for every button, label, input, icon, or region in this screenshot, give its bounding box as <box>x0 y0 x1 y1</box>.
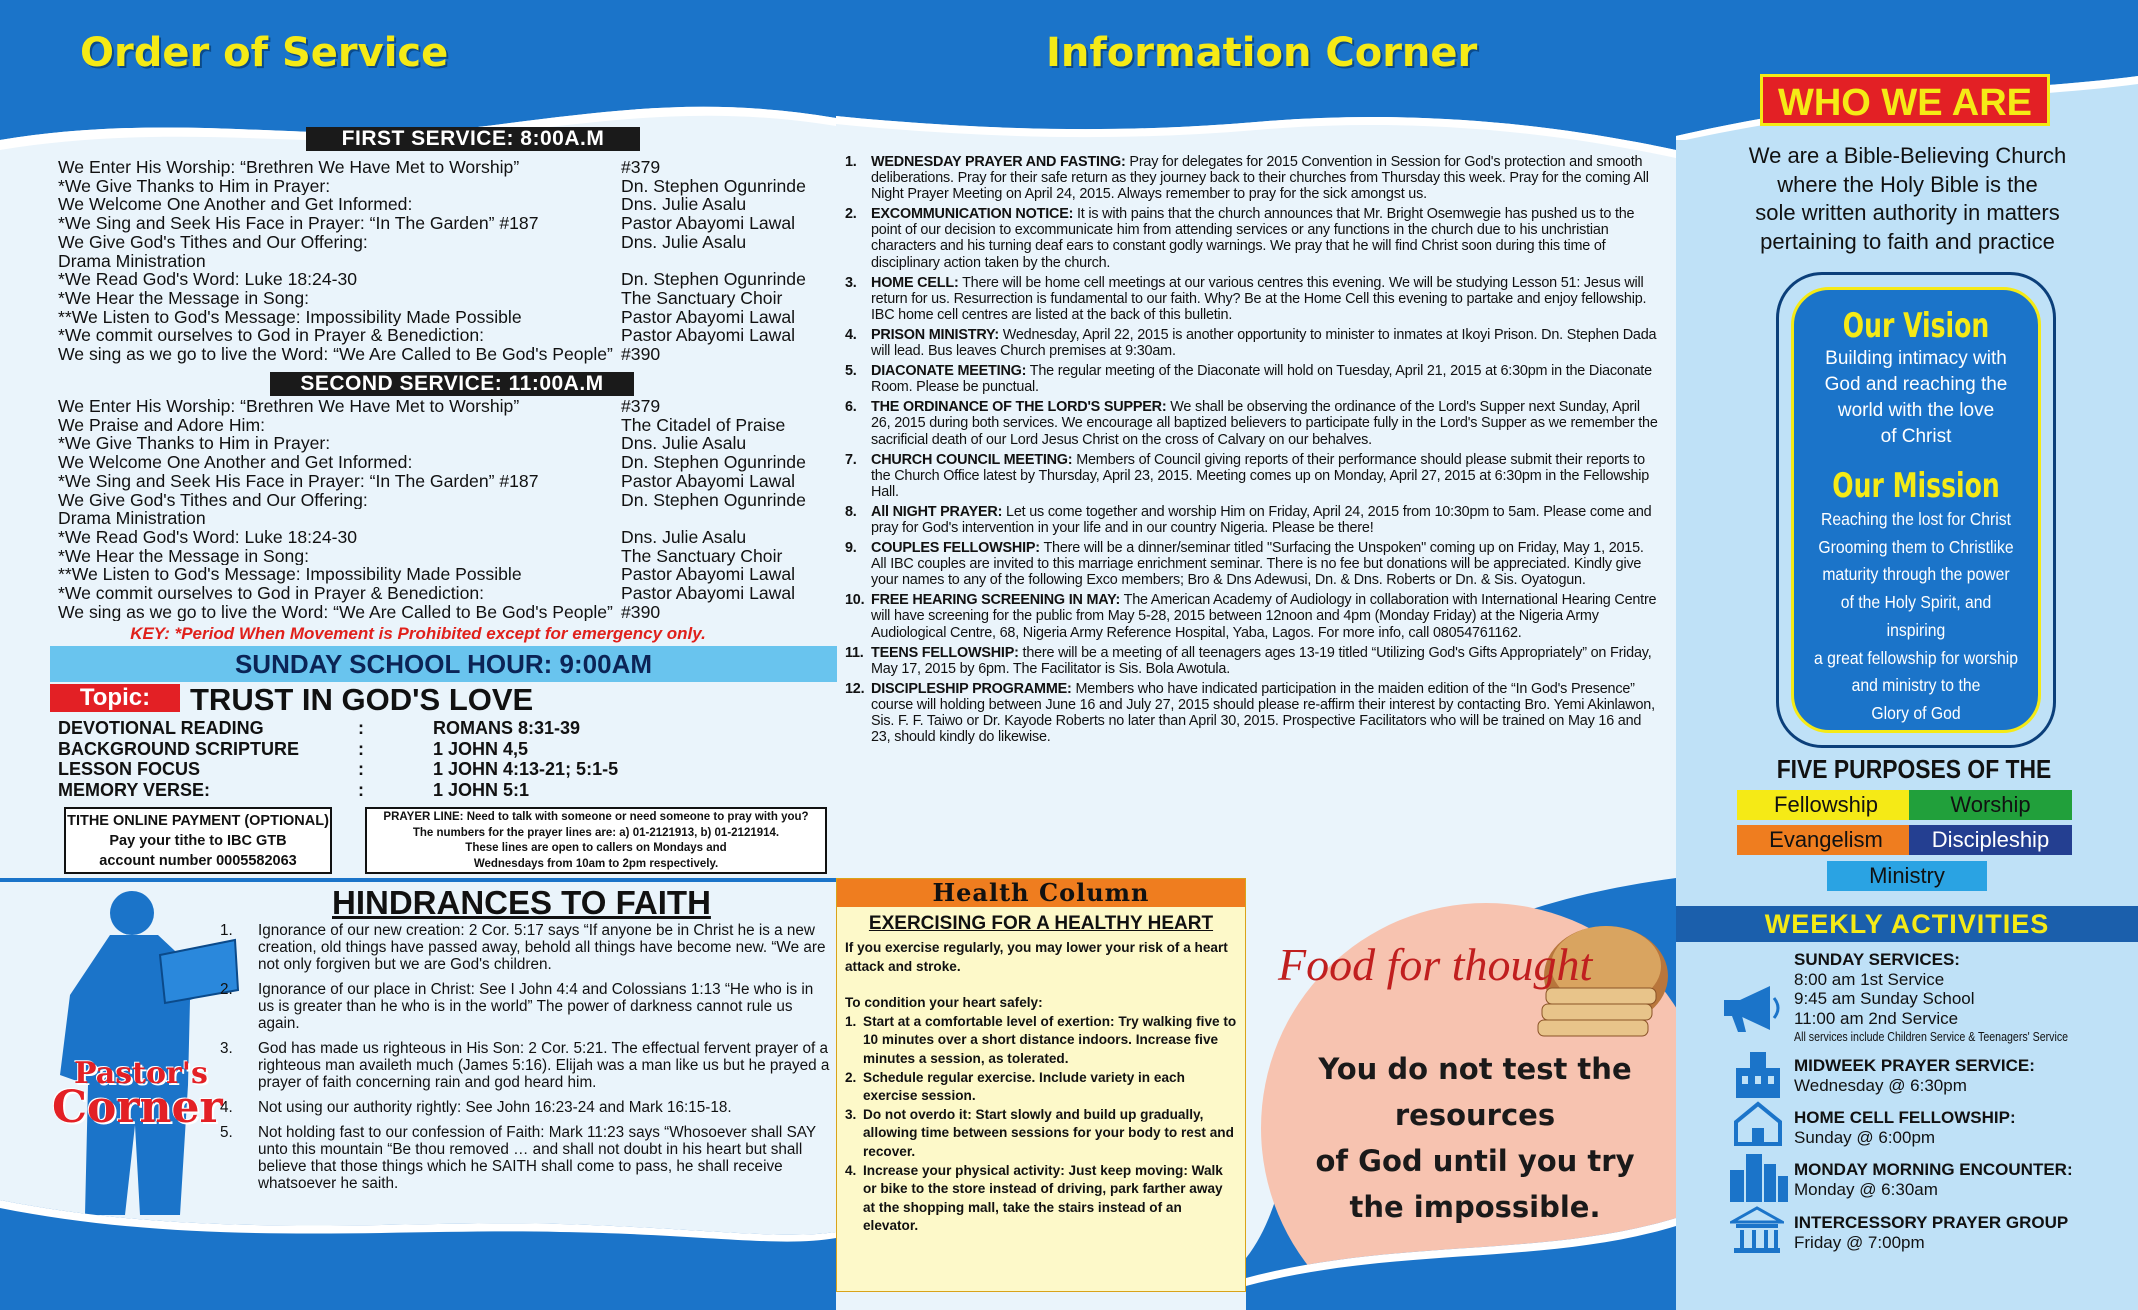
vision-text <box>1794 346 2038 450</box>
tithe-line-2: Pay your tithe to IBC GTB <box>109 833 287 849</box>
info-heading: TEENS FELLOWSHIP: <box>871 644 1019 661</box>
tithe-line-1: TITHE ONLINE PAYMENT (OPTIONAL) <box>67 813 329 829</box>
info-body: there will be a meeting of all teenagers ages 13-19 titled “Utilizing God's Gifts Appropriately” on Friday, May 17, 2015 by 6pm. The Facilitator is Sis. Bola Awotula. <box>871 644 1652 677</box>
five-purposes-title: FIVE PURPOSES OF THE <box>1776 754 2052 784</box>
purpose-discipleship: Discipleship <box>1909 825 2072 855</box>
info-body: It is with pains that the church announces that Mr. Bright Osemwegie has pushed us to the point of our decision to excommunicate him from attending services or any functions in the church due to his unchristian characters and his turning deaf ears to constant godly warnings. We pray that he will find Christ soon during this time of disciplinary action taken by the church. <box>871 206 1635 271</box>
mission-line: of the Holy Spirit, and inspiring <box>1840 592 1992 640</box>
service-row <box>58 453 828 472</box>
hindrance-item <box>210 981 830 1032</box>
info-number: 10. <box>845 592 865 609</box>
info-item <box>845 154 1659 202</box>
service-item: We sing as we go to live the Word: “We Are Called to Be God's People” <box>58 345 613 364</box>
service-leader: Pastor Abayomi Lawal <box>621 213 796 234</box>
service-row <box>58 177 828 196</box>
hindrance-number: 2. <box>220 981 233 998</box>
service-row <box>58 528 828 547</box>
intercessory-prayer-group <box>1794 1213 2134 1252</box>
weekly-activities-title: WEEKLY ACTIVITIES <box>1676 906 2138 942</box>
statement-line-1: We are a Bible-Believing Church <box>1748 143 2067 168</box>
service-item: Drama Ministration <box>58 251 206 271</box>
sunday-services-note: All services include Children Service & Teenagers' Service <box>1794 1030 2069 1044</box>
reading-label: MEMORY VERSE: <box>58 779 211 800</box>
second-service-heading: SECOND SERVICE: 11:00A.M <box>270 372 634 396</box>
service-item: **We Listen to God's Message: Impossibility Made Possible <box>58 565 522 585</box>
service-item: *We Give Thanks to Him in Prayer: <box>58 176 331 196</box>
service-row <box>58 289 828 308</box>
hindrances-title: HINDRANCES TO FAITH <box>332 884 711 921</box>
service-item: We Praise and Adore Him: <box>58 415 265 435</box>
hindrance-item <box>210 1040 830 1091</box>
health-column-heading: Health Column <box>837 879 1245 907</box>
intercessory-time: Friday @ 7:00pm <box>1794 1232 1925 1252</box>
info-text <box>871 504 1659 536</box>
vision-line: world with the love <box>1837 400 1995 421</box>
health-tip-text: Schedule regular exercise. Include variety in each exercise session. <box>863 1069 1185 1104</box>
service-row <box>58 345 828 364</box>
info-text <box>871 275 1659 323</box>
service-row <box>58 584 828 603</box>
order-panel <box>0 0 836 1310</box>
reading-row <box>58 718 758 739</box>
home-cell-time: Sunday @ 6:00pm <box>1794 1127 1936 1147</box>
hindrances-list <box>210 922 830 1200</box>
reading-label: BACKGROUND SCRIPTURE <box>58 738 300 759</box>
info-number: 6. <box>845 399 857 416</box>
purpose-ministry: Ministry <box>1827 861 1987 891</box>
service-leader: Pastor Abayomi Lawal <box>621 470 796 491</box>
info-item <box>845 327 1659 359</box>
info-number: 5. <box>845 363 857 380</box>
mission-line: and ministry to the <box>1851 675 1981 696</box>
vision-line: Building intimacy with <box>1825 348 2007 369</box>
service-item: We Welcome One Another and Get Informed: <box>58 453 413 472</box>
service-leader <box>621 509 828 528</box>
health-column <box>836 878 1246 1292</box>
mission-line: Glory of God <box>1871 702 1961 723</box>
reading-colon: : <box>358 759 364 779</box>
home-icon <box>1732 1100 1784 1146</box>
second-service-list <box>58 397 828 621</box>
service-row <box>58 547 828 566</box>
info-heading: EXCOMMUNICATION NOTICE: <box>871 206 1074 223</box>
home-cell-heading: HOME CELL FELLOWSHIP: <box>1794 1108 2016 1127</box>
info-heading: DISCIPLESHIP PROGRAMME: <box>871 680 1072 697</box>
service-row <box>58 252 828 271</box>
hindrance-item <box>210 922 830 973</box>
info-text <box>871 452 1659 500</box>
reading-value: ROMANS 8:31-39 <box>433 718 581 738</box>
service-leader: Dn. Stephen Ogunrinde <box>621 489 806 510</box>
service-item: Drama Ministration <box>58 509 206 528</box>
divider <box>0 878 836 882</box>
city-buildings-icon <box>1728 1150 1788 1202</box>
sunday-service-2: 9:45 am Sunday School <box>1794 989 1975 1008</box>
info-item <box>845 540 1659 588</box>
reading-row <box>58 780 758 801</box>
info-number: 12. <box>845 680 865 697</box>
info-heading: COUPLES FELLOWSHIP: <box>871 540 1040 557</box>
sunday-service-3: 11:00 am 2nd Service <box>1794 1008 1959 1028</box>
service-key-note: KEY: *Period When Movement is Prohibited except for emergency only. <box>130 624 706 643</box>
health-condition-label: To condition your heart safely: <box>845 995 1043 1011</box>
info-item <box>845 681 1659 745</box>
service-leader: Pastor Abayomi Lawal <box>621 583 796 604</box>
service-item: We Enter His Worship: “Brethren We Have Met to Worship” <box>58 397 520 416</box>
hindrance-number: 5. <box>220 1124 233 1141</box>
service-leader <box>621 252 828 271</box>
info-text <box>871 592 1659 640</box>
service-leader: The Sanctuary Choir <box>621 287 783 308</box>
reading-value: 1 JOHN 5:1 <box>433 779 530 800</box>
service-item: *We commit ourselves to God in Prayer & Benediction: <box>58 326 485 346</box>
service-item: *We Read God's Word: Luke 18:24-30 <box>58 270 358 289</box>
service-item: *We Sing and Seek His Face in Prayer: “In The Garden” #187 <box>58 471 539 491</box>
service-row <box>58 565 828 584</box>
megaphone-icon <box>1718 982 1782 1034</box>
service-leader: Dn. Stephen Ogunrinde <box>621 269 806 290</box>
service-item: We Welcome One Another and Get Informed: <box>58 195 413 215</box>
service-item: *We commit ourselves to God in Prayer & Benediction: <box>58 584 485 603</box>
hindrance-item <box>210 1099 830 1116</box>
info-body: Wednesday, April 22, 2015 is another opportunity to minister to inmates at Ikoyi Prison. Dn. Stephen Dada will lead. Bus leaves Church premises at 9:30am. <box>871 326 1657 360</box>
info-number: 9. <box>845 540 857 557</box>
info-title: Information Corner <box>1046 30 1478 76</box>
info-text <box>871 206 1659 270</box>
service-row <box>58 270 828 289</box>
mission-line: Reaching the lost for Christ <box>1821 509 2011 529</box>
service-item: *We Hear the Message in Song: <box>58 288 310 308</box>
info-number: 4. <box>845 326 857 343</box>
info-text <box>871 154 1659 202</box>
quote-line-3: the impossible. <box>1349 1190 1601 1224</box>
service-leader: Pastor Abayomi Lawal <box>621 564 796 585</box>
info-body: Let us come together and worship Him on Friday, April 24, 2015 from 10:30pm to 5am. Please come and pray for God's intervention in your life and in our country Nigeria. Please be there! <box>871 503 1652 536</box>
statement-line-2: where the Holy Bible is the <box>1777 171 2038 197</box>
health-tip <box>845 1013 1237 1069</box>
service-leader: #390 <box>621 601 661 622</box>
corner-label: Corner <box>52 1082 223 1133</box>
reading-value: 1 JOHN 4,5 <box>433 738 529 759</box>
service-leader: Dn. Stephen Ogunrinde <box>621 452 806 473</box>
order-title: Order of Service <box>80 30 449 76</box>
info-header-wave <box>836 0 1676 160</box>
info-text <box>871 681 1659 745</box>
info-heading: CHURCH COUNCIL MEETING: <box>871 451 1073 468</box>
info-body: We shall be observing the ordinance of the Lord's Supper next Sunday, April 26, 2015 during both services. We encourage all baptized believers to participate fully in the Lord's Supper as we remember the sacrificial death of our Lord Jesus Christ on the cross of Calvary on our behalves. <box>871 399 1658 448</box>
service-leader: #379 <box>621 157 661 177</box>
food-for-thought-quote <box>1280 1046 1670 1230</box>
service-leader: The Sanctuary Choir <box>621 545 783 566</box>
service-row <box>58 233 828 252</box>
info-item <box>845 592 1659 640</box>
prayer-line-3: These lines are open to callers on Mondays and <box>465 842 727 855</box>
service-item: We Give God's Tithes and Our Offering: <box>58 232 368 252</box>
health-tip-text: Start at a comfortable level of exertion: Try walking five to 10 minutes over a short distance indoors. Increase five minutes a session, as tolerated. <box>863 1013 1237 1066</box>
service-row <box>58 509 828 528</box>
service-leader: Pastor Abayomi Lawal <box>621 306 796 327</box>
info-item <box>845 363 1659 395</box>
prayer-line-box <box>365 807 827 874</box>
hindrance-item <box>210 1124 830 1192</box>
sunday-school-readings <box>58 718 758 800</box>
vision-line: of Christ <box>1880 426 1952 447</box>
vision-mission-card <box>1776 272 2056 748</box>
info-heading: FREE HEARING SCREENING IN MAY: <box>871 592 1121 609</box>
info-heading: PRISON MINISTRY: <box>871 326 999 343</box>
info-item <box>845 206 1659 270</box>
service-row <box>58 195 828 214</box>
info-text <box>871 399 1659 447</box>
tithe-line-3: account number 0005582063 <box>99 853 297 869</box>
service-item: *We Sing and Seek His Face in Prayer: “In The Garden” #187 <box>58 214 539 233</box>
service-leader: Dn. Stephen Ogunrinde <box>621 175 806 196</box>
mission-line: a great fellowship for worship <box>1814 647 2018 668</box>
health-tip <box>845 1069 1237 1106</box>
reading-label: DEVOTIONAL READING <box>58 718 264 738</box>
service-leader: Dns. Julie Asalu <box>621 433 747 454</box>
hindrance-text: Ignorance of our new creation: 2 Cor. 5:17 says “If anyone be in Christ he is a new creation, old things have passed away, behold all things have become new. “We are not only forgiven but we are God's children. <box>258 922 826 973</box>
info-body: There will be a dinner/seminar titled "Surfacing the Unspoken" coming up on Friday, May 1, 2015. All IBC couples are invited to this marriage enrichment seminar. There is no fee but donations will be appreciated. Kindly give your names to any of the following Exco members; Bro & Dns Adewusi, Dn. & Dns. Roberts or Dn. & Sis. Oyatogun. <box>871 540 1644 589</box>
info-heading: All NIGHT PRAYER: <box>871 503 1003 520</box>
reading-row <box>58 739 758 760</box>
service-item: *We Hear the Message in Song: <box>58 546 310 566</box>
reading-colon: : <box>358 718 364 738</box>
health-column-body <box>837 935 1245 1236</box>
health-tip-number: 1. <box>845 1013 857 1029</box>
info-item <box>845 645 1659 677</box>
info-heading: DIACONATE MEETING: <box>871 363 1027 380</box>
reading-value: 1 JOHN 4:13-21; 5:1-5 <box>433 759 619 779</box>
intercessory-heading: INTERCESSORY PRAYER GROUP <box>1794 1213 2069 1232</box>
health-tip-text: Do not overdo it: Start slowly and build up gradually, allowing time between sessions for your body to rest and recover. <box>863 1106 1234 1159</box>
monday-time: Monday @ 6:30am <box>1794 1179 1938 1199</box>
service-item: We Give God's Tithes and Our Offering: <box>58 490 368 510</box>
hindrance-text: God has made us righteous in His Son: 2 Cor. 5:21. The effectual fervent prayer of a righteous man availeth much (James 5:16). Elijah was a man like us but he prayed a prayer of faith concerning rain and god heard him. <box>258 1040 830 1091</box>
info-number: 8. <box>845 503 857 520</box>
service-row <box>58 326 828 345</box>
home-cell-fellowship <box>1794 1108 2134 1147</box>
health-tip-number: 4. <box>845 1162 857 1178</box>
info-heading: THE ORDINANCE OF THE LORD'S SUPPER: <box>871 399 1167 416</box>
service-row <box>58 472 828 491</box>
info-body: Pray for delegates for 2015 Convention in Session for God's protection and smooth deliberations. Pray for their safe return as they journey back to their churches from Thursday this week. Pray for the coming All Night Prayer Meeting on April 24, 2015. Always remember to pray for the sick amongst us. <box>871 154 1649 203</box>
info-item <box>845 452 1659 500</box>
service-leader: Pastor Abayomi Lawal <box>621 325 796 346</box>
info-body: There will be home cell meetings at our various centres this evening. We will be studying Lesson 51: Jesus will return for us. Resurrection is fundamental to our faith. Why? Be at the Home Cell this evening to partake and enjoy fellowship. IBC home cell centres are listed at the back of this bulletin. <box>871 274 1647 323</box>
service-row <box>58 158 828 177</box>
church-building-icon <box>1732 1050 1784 1098</box>
service-leader: The Citadel of Praise <box>621 414 786 435</box>
vision-heading: Our Vision <box>1842 306 1990 346</box>
service-leader: Dns. Julie Asalu <box>621 231 747 252</box>
reading-colon: : <box>358 738 364 759</box>
info-number: 7. <box>845 451 857 468</box>
who-we-are-title: WHO WE ARE <box>1760 74 2050 126</box>
mission-line: maturity through the power <box>1822 564 2010 585</box>
service-leader: #379 <box>621 396 661 416</box>
hindrance-text: Not holding fast to our confession of Faith: Mark 11:23 says “Whosoever shall SAY unto this mountain “Be thou removed … and shall not doubt in his heart but shall believe that those things which he SAITH shall come to pass, he shall receive whatsoever he saith. <box>258 1124 816 1192</box>
service-row <box>58 397 828 416</box>
info-item <box>845 399 1659 447</box>
topic-title: TRUST IN GOD'S LOVE <box>190 682 534 717</box>
prayer-line-4: Wednesdays from 10am to 2pm respectively. <box>473 857 719 870</box>
vision-mission-inner <box>1791 287 2041 733</box>
info-body: The American Academy of Audiology in collaboration with International Hearing Centre will have screening for the public from May 5-28, 2015 between 12noon and 4pm (Monday Friday) at the Nigeria Army Audiological Centre, 68, Nigeria Army Reference Hospital, Yaba, Lagos. For more info, call 08054761162. <box>871 592 1657 641</box>
hindrance-text: Not using our authority rightly: See John 16:23-24 and Mark 16:15-18. <box>258 1099 732 1116</box>
prayer-line-1: PRAYER LINE: Need to talk with someone or need someone to pray with you? <box>383 811 809 823</box>
info-text <box>871 540 1659 588</box>
info-body: The regular meeting of the Diaconate will hold on Tuesday, April 21, 2015 at 6:30pm in the Diaconate Room. Please be punctual. <box>871 363 1652 396</box>
service-row <box>58 214 828 233</box>
info-heading: HOME CELL: <box>871 274 959 291</box>
service-item: *We Give Thanks to Him in Prayer: <box>58 434 331 454</box>
service-item: We sing as we go to live the Word: “We Are Called to Be God's People” <box>58 602 613 622</box>
pastors-label: Pastor's <box>74 1056 208 1091</box>
food-for-thought-title: Food for thought <box>1278 939 1593 990</box>
monday-heading: MONDAY MORNING ENCOUNTER: <box>1794 1160 2073 1179</box>
info-heading: WEDNESDAY PRAYER AND FASTING: <box>871 154 1126 170</box>
health-tip-number: 2. <box>845 1069 857 1085</box>
info-item <box>845 504 1659 536</box>
tithe-box <box>64 807 332 874</box>
service-leader: Dns. Julie Asalu <box>621 526 747 547</box>
info-number: 1. <box>845 154 857 170</box>
midweek-time: Wednesday @ 6:30pm <box>1794 1075 1967 1095</box>
health-tips <box>845 1013 1237 1236</box>
purpose-worship: Worship <box>1909 790 2072 820</box>
who-we-are-statement <box>1690 142 2125 256</box>
sunday-school-bar: SUNDAY SCHOOL HOUR: 9:00AM <box>50 646 837 682</box>
monday-morning-encounter <box>1794 1160 2134 1199</box>
information-list <box>845 154 1659 749</box>
sunday-services-heading: SUNDAY SERVICES: <box>1794 950 1960 969</box>
sunday-service-1: 8:00 am 1st Service <box>1794 969 1945 989</box>
mission-text <box>1806 506 2026 728</box>
health-column-subtitle: EXERCISING FOR A HEALTHY HEART <box>868 913 1214 934</box>
health-intro: If you exercise regularly, you may lower your risk of a heart attack and stroke. <box>845 940 1228 974</box>
service-row <box>58 416 828 435</box>
statement-line-4: pertaining to faith and practice <box>1760 228 2055 254</box>
first-service-heading: FIRST SERVICE: 8:00A.M <box>306 127 640 151</box>
hindrance-text: Ignorance of our place in Christ: See I John 4:4 and Colossians 1:13 “He who is in us is greater than he who is in the world” The power of darkness cannot rule us again. <box>258 981 814 1032</box>
quote-line-2: of God until you try <box>1315 1144 1635 1178</box>
info-text <box>871 327 1659 359</box>
reading-row <box>58 759 758 780</box>
service-row <box>58 603 828 622</box>
info-text <box>871 645 1659 677</box>
mission-line: Grooming them to Christlike <box>1818 536 2014 557</box>
mission-heading: Our Mission <box>1832 466 2000 506</box>
info-body: Members of Council giving reports of their performance should please submit their reports to the Church Office latest by Thursday, April 23, 2015. Meeting comes up on Monday, April 27, 2015 at 6:30pm in the Fellowship Hall. <box>871 451 1650 500</box>
footer-wave <box>0 1190 836 1310</box>
midweek-heading: MIDWEEK PRAYER SERVICE: <box>1794 1056 2035 1075</box>
hindrance-number: 3. <box>220 1040 233 1057</box>
service-row <box>58 434 828 453</box>
service-leader: #390 <box>621 344 661 365</box>
statement-line-3: sole written authority in matters <box>1755 200 2060 225</box>
info-text <box>871 363 1659 395</box>
info-number: 2. <box>845 206 857 223</box>
reading-colon: : <box>358 779 364 800</box>
health-tip-number: 3. <box>845 1106 857 1122</box>
info-body: Members who have indicated participation in the maiden edition of the “In God's Presence” course will holding between June 16 and July 27, 2015 should please re-affirm their interest by contacting Bro. Yemi Akinlawon, Sis. F. F. Taiwo or Dr. Kayode Roberts no later than April 30, 2015. Prospective Facilitators who will be trained on May 16 and 23, should kindly do likewise. <box>871 680 1655 746</box>
info-number: 3. <box>845 274 857 291</box>
service-item: *We Read God's Word: Luke 18:24-30 <box>58 527 358 547</box>
service-item: **We Listen to God's Message: Impossibility Made Possible <box>58 307 522 327</box>
purpose-evangelism: Evangelism <box>1737 825 1915 855</box>
health-tip <box>845 1106 1237 1162</box>
vision-line: God and reaching the <box>1824 374 2008 395</box>
prayer-line-2: The numbers for the prayer lines are: a) 01-2121913, b) 01-2121914. <box>412 826 780 839</box>
quote-line-1: You do not test the resources <box>1318 1052 1632 1132</box>
health-tip <box>845 1162 1237 1236</box>
first-service-list <box>58 158 828 364</box>
topic-label: Topic: <box>50 684 180 712</box>
sunday-services <box>1794 950 2134 1048</box>
reading-label: LESSON FOCUS <box>58 759 201 779</box>
info-item <box>845 275 1659 323</box>
temple-icon <box>1730 1206 1784 1254</box>
purpose-fellowship: Fellowship <box>1737 790 1915 820</box>
hindrance-number: 4. <box>220 1099 233 1116</box>
service-row <box>58 308 828 327</box>
service-row <box>58 491 828 510</box>
service-item: We Enter His Worship: “Brethren We Have Met to Worship” <box>58 158 520 177</box>
midweek-prayer <box>1794 1056 2134 1095</box>
health-tip-text: Increase your physical activity: Just keep moving: Walk or bike to the store instead of driving, park farther away at the shopping mall, take the stairs instead of an elevator. <box>863 1162 1223 1234</box>
info-number: 11. <box>845 644 864 661</box>
service-leader: Dns. Julie Asalu <box>621 194 747 215</box>
hindrance-number: 1. <box>220 922 233 939</box>
